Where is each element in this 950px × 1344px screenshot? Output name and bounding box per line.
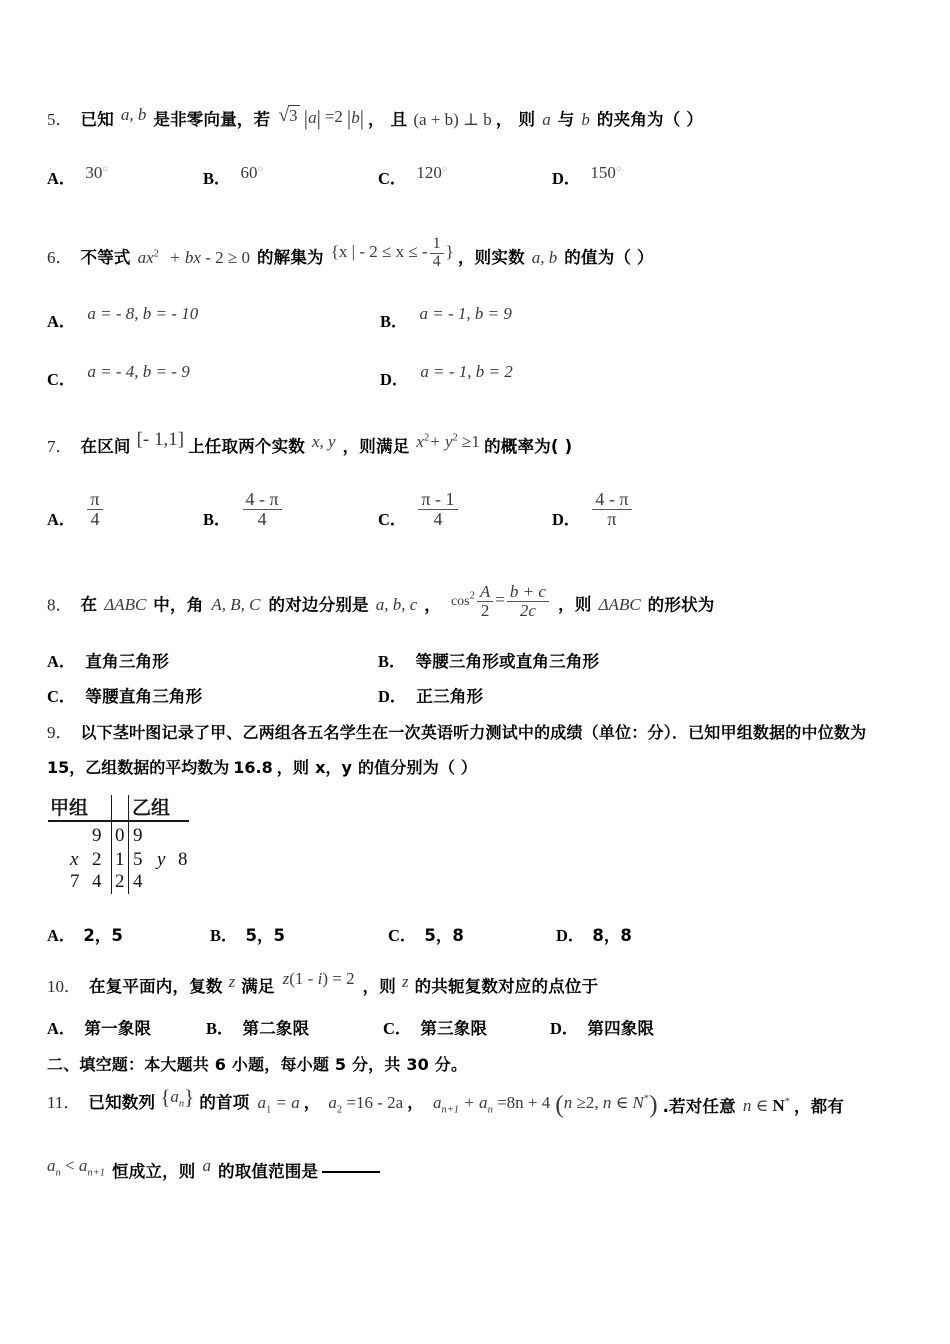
q10-option-b-value: 第二象限 [242, 1019, 310, 1038]
stem-leaf-r2-right-0: 4 [133, 871, 143, 892]
q5-stem-text-3: 且 [390, 110, 408, 129]
q11-stem-text-1: 已知数列 [88, 1093, 156, 1112]
q9-option-b-letter: B． [210, 926, 238, 945]
q6-vars-ab: a, b [531, 248, 558, 268]
q5-var-b: b [581, 110, 590, 129]
q11-stem-text-5: 恒成立，则 [112, 1162, 196, 1181]
q10-option-c-letter: C． [383, 1019, 412, 1038]
q6-option-b-letter: B． [380, 312, 408, 331]
q10-option-a-letter: A． [47, 1019, 76, 1038]
question-11-stem-line-1 [47, 1085, 845, 1120]
q11-recurrence: $a_{n+1} + a_n =8n + 4$ [432, 1093, 551, 1116]
q8-option-a-letter: A． [47, 652, 76, 671]
q5-option-c-value: 120○ [416, 163, 448, 182]
stem-leaf-divider-right [128, 795, 129, 894]
stem-leaf-r1-stem: 1 [115, 849, 125, 870]
q6-option-a-letter: A． [47, 312, 76, 331]
q8-option-c-letter: C． [47, 687, 76, 706]
q5-option-c-letter: C． [378, 169, 407, 188]
q8-stem-text-2: 中，角 [153, 595, 204, 615]
q5-stem-text-4: 则 [518, 110, 536, 129]
q6-option-d-letter: D． [380, 370, 409, 389]
q11-stem-text-6: 的取值范围是 [218, 1162, 319, 1181]
q5-var-a: a [542, 110, 551, 129]
q5-option-d-letter: D． [552, 169, 581, 188]
q9-vars-xy: x，y [315, 758, 352, 777]
q10-var-z-1: z [228, 972, 236, 991]
q5-option-d-value: 150○ [590, 163, 622, 182]
question-10-number: 10． [47, 977, 81, 996]
q9-stem-text-2c: 的值分别为（ ） [357, 758, 478, 777]
q8-option-b-value: 等腰三角形或直角三角形 [415, 652, 600, 671]
q6-quadratic-rest: + bx - 2 ≥ 0 [164, 248, 250, 268]
question-11-number: 11． [47, 1093, 81, 1112]
question-6-stem [47, 235, 654, 277]
q7-vars-xy: x, y [312, 432, 336, 451]
q7-option-c-value: $\frac{\pi - 1}{4}$ [418, 490, 457, 529]
q8-sides: a, b, c [375, 595, 418, 615]
q5-option-a-letter: A． [47, 169, 76, 188]
q9-option-c[interactable] [388, 922, 464, 946]
q8-cos-identity: $\cos^2$ $\frac{A}{2}$ = $\frac{b + c}{2c}$ [451, 590, 555, 609]
q9-option-c-letter: C． [388, 926, 417, 945]
q7-stem-text-3: ，则满足 [342, 437, 410, 456]
q5-radicand: 3 [289, 106, 298, 125]
q8-stem-text-1: 在 [80, 595, 98, 615]
q11-stem-text-2: 的首项 [199, 1093, 250, 1112]
q8-option-d[interactable] [378, 683, 483, 707]
q10-option-d-value: 第四象限 [587, 1019, 655, 1038]
q8-triangle-2: ΔABC [598, 595, 641, 615]
question-10-stem [47, 969, 599, 997]
q10-option-d-letter: D． [550, 1019, 579, 1038]
q5-comma-1: ， [367, 110, 385, 129]
section-2-heading-text: 二、填空题：本大题共 6 小题，每小题 5 分，共 30 分。 [47, 1055, 468, 1074]
question-9-stem-line-1 [47, 718, 866, 743]
stem-leaf-horizontal-rule [48, 820, 189, 822]
q9-stem-text-1: 以下茎叶图记录了甲、乙两组各五名学生在一次英语听力测试中的成绩（单位：分）．已知甲组数据的中位数为 [80, 723, 867, 742]
q5-stem-text-5: 与 [557, 110, 575, 129]
q5-formula-sqrt: √3 [278, 105, 298, 126]
q5-option-b[interactable] [203, 165, 263, 189]
q6-option-a-value: a = - 8, b = - 10 [87, 304, 199, 323]
q5-option-b-value: 60○ [240, 163, 264, 182]
q5-option-c[interactable] [378, 165, 448, 189]
q10-option-a[interactable] [47, 1015, 151, 1039]
q9-option-b[interactable] [210, 922, 285, 946]
q5-abs-b: |b| [346, 106, 364, 131]
question-6-number: 6． [47, 248, 73, 268]
q7-interval: [- 1,1] [136, 429, 185, 450]
stem-leaf-left-header: 甲组 [50, 797, 89, 819]
q7-option-c-letter: C． [378, 510, 407, 530]
q11-stem-text-4: ，都有 [793, 1097, 845, 1116]
q11-a1: $a_1 = a$ [257, 1093, 300, 1116]
q11-comma-2: ， [407, 1093, 424, 1112]
section-2-heading [47, 1052, 467, 1075]
q5-abs-a: |a| [303, 106, 321, 131]
q7-option-a-letter: A． [47, 510, 76, 530]
q11-inequality: $a_n < a_{n+1}$ [47, 1156, 105, 1179]
q8-option-c[interactable] [47, 683, 202, 707]
q6-stem-text-3: ，则实数 [457, 248, 525, 268]
q9-option-d-value: 8，8 [592, 926, 632, 945]
stem-leaf-r0-stem: 0 [115, 825, 125, 846]
q8-angles: A, B, C [211, 595, 261, 615]
stem-leaf-r2-left-1: 4 [92, 871, 102, 892]
question-5-stem [47, 105, 703, 133]
q6-stem-text-4: 的值为（ ） [564, 248, 654, 268]
q5-option-b-letter: B． [203, 169, 231, 188]
stem-leaf-r2-stem: 2 [115, 871, 125, 892]
q10-option-b-letter: B． [206, 1019, 234, 1038]
q8-stem-text-5: 的形状为 [647, 595, 715, 615]
stem-leaf-divider-left [111, 795, 112, 894]
stem-leaf-right-header: 乙组 [132, 797, 171, 819]
q6-stem-text-1: 不等式 [80, 248, 131, 268]
q8-comma: ， [424, 595, 441, 615]
q8-option-d-value: 正三角形 [416, 687, 484, 706]
q11-sequence-an: $\{a_n\}$ [160, 1085, 195, 1110]
q10-option-a-value: 第一象限 [84, 1019, 152, 1038]
q10-equation: z(1 - i) = 2 [282, 969, 355, 988]
q5-stem-text-6: 的夹角为（ ） [596, 110, 704, 129]
stem-leaf-r0-left-0: 9 [92, 825, 102, 846]
q10-option-c-value: 第三象限 [420, 1019, 488, 1038]
q6-option-b[interactable] [380, 300, 512, 331]
q8-option-d-letter: D． [378, 687, 407, 706]
q6-option-d-value: a = - 1, b = 2 [420, 362, 513, 381]
q7-option-b-letter: B． [203, 510, 231, 530]
q6-quadratic-lhs: $ax^2$ [137, 248, 159, 268]
question-5-number: 5． [47, 110, 73, 129]
stem-leaf-r1-right-2: 8 [178, 849, 188, 870]
question-7-stem [47, 429, 573, 458]
q6-solution-set: {x | - 2 ≤ x ≤ - $\frac{1}{4}$ } [330, 235, 454, 270]
q8-stem-text-3: 的对边分别是 [268, 595, 369, 615]
question-8-stem [47, 582, 715, 625]
q8-option-a[interactable] [47, 648, 169, 672]
stem-leaf-r1-right-1: y [157, 849, 166, 870]
q9-stem-text-2b: ，则 [276, 758, 310, 777]
q11-var-a: a [202, 1156, 211, 1175]
q9-stem-text-2a: 15，乙组数据的平均数为 [47, 758, 230, 777]
q10-stem-text-4: 的共轭复数对应的点位于 [414, 977, 599, 996]
q5-equals-two: =2 [324, 107, 343, 126]
q7-option-d-letter: D． [552, 510, 581, 530]
q11-comma-1: ， [303, 1093, 321, 1112]
q5-option-a[interactable] [47, 165, 108, 189]
q7-option-a-value: $\frac{\pi}{4}$ [87, 490, 102, 529]
q10-option-c[interactable] [383, 1015, 487, 1039]
question-11-stem-line-2 [47, 1152, 380, 1181]
q5-stem-text-2: 是非零向量，若 [153, 110, 271, 129]
q6-option-c-letter: C． [47, 370, 76, 389]
q11-answer-blank[interactable] [322, 1170, 380, 1173]
q8-stem-text-4: ，则 [558, 595, 592, 615]
q11-for-any-n: n ∈ N* [742, 1096, 790, 1115]
q5-option-d[interactable] [552, 165, 622, 189]
q10-option-b[interactable] [206, 1015, 309, 1039]
q10-stem-text-3: ，则 [362, 977, 396, 996]
q11-stem-text-3: .若对任意 [662, 1097, 736, 1116]
q7-condition: $x^2+ y^2 \ge 1$ [416, 432, 480, 451]
question-9-stem-line-2 [47, 755, 477, 778]
question-7-number: 7． [47, 437, 73, 456]
q9-option-c-value: 5，8 [424, 926, 464, 945]
stem-leaf-r1-right-0: 5 [133, 849, 143, 870]
q8-option-a-value: 直角三角形 [85, 652, 169, 671]
q7-option-b[interactable] [203, 490, 284, 529]
q7-option-d[interactable] [552, 490, 634, 529]
q8-option-c-value: 等腰直角三角形 [85, 687, 203, 706]
stem-leaf-r1-left-0: x [70, 849, 79, 870]
question-8-number: 8． [47, 595, 73, 615]
stem-leaf-r0-right-0: 9 [133, 825, 143, 846]
stem-and-leaf-diagram [48, 793, 238, 898]
q5-option-a-value: 30○ [85, 163, 109, 182]
q7-option-a[interactable] [47, 490, 105, 529]
q7-stem-text-1: 在区间 [80, 437, 131, 456]
question-9-number: 9． [47, 723, 73, 742]
q10-option-d[interactable] [550, 1015, 654, 1039]
q5-stem-text-1: 已知 [80, 110, 114, 129]
q7-option-c[interactable] [378, 490, 460, 529]
q9-option-a-letter: A． [47, 926, 76, 945]
q6-option-b-value: a = - 1, b = 9 [419, 304, 512, 323]
q6-option-d[interactable] [380, 358, 513, 389]
q11-a2: $a_2 =16 - 2a$ [328, 1093, 404, 1116]
q10-stem-text-1: 在复平面内，复数 [89, 977, 223, 996]
q9-option-d[interactable] [556, 922, 632, 946]
q6-option-c[interactable] [47, 358, 190, 389]
q9-option-a[interactable] [47, 922, 123, 946]
q9-option-d-letter: D． [556, 926, 585, 945]
q5-comma-2: ， [495, 110, 513, 129]
q8-option-b-letter: B． [378, 652, 406, 671]
q7-stem-text-4: 的概率为( ) [484, 437, 573, 456]
q7-option-d-value: $\frac{4 - \pi}{\pi}$ [592, 490, 631, 529]
q9-option-b-value: 5，5 [245, 926, 285, 945]
q9-mean-value: 16.8 [233, 758, 273, 777]
stem-leaf-r1-left-1: 2 [92, 849, 102, 870]
q9-option-a-value: 2，5 [83, 926, 123, 945]
q7-stem-text-2: 上任取两个实数 [188, 437, 305, 456]
q6-option-a[interactable] [47, 300, 199, 331]
q10-stem-text-2: 满足 [241, 977, 275, 996]
q8-triangle-1: ΔABC [104, 595, 147, 615]
stem-leaf-headers [48, 793, 238, 823]
q10-var-z-2: z [401, 972, 409, 991]
q5-perp-expression: (a + b) ⊥ b [413, 110, 492, 129]
q6-stem-text-2: 的解集为 [256, 248, 324, 268]
q6-option-c-value: a = - 4, b = - 9 [87, 362, 190, 381]
q5-vectors-ab: a, b [120, 105, 147, 124]
q8-option-b[interactable] [378, 648, 599, 672]
q7-option-b-value: $\frac{4 - \pi}{4}$ [243, 490, 282, 529]
q11-recurrence-condition: (n ≥2, n ∈ N*) [555, 1089, 658, 1119]
stem-leaf-r2-left-0: 7 [70, 871, 80, 892]
